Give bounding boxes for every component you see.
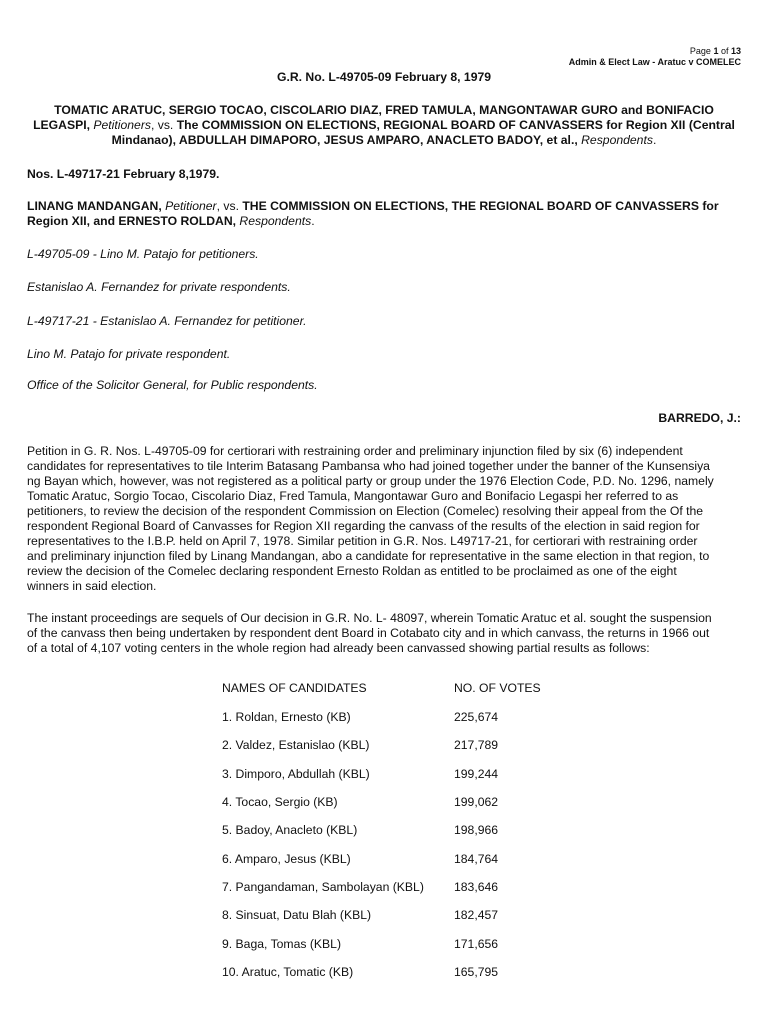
paragraph-line: of the canvass then being undertaken by respondent dent Board in Cotabato city and in which canvass, the returns in 1966 out xyxy=(27,626,710,640)
paragraph-line: representatives to the I.B.P. held on April 7, 1978. Similar petition in G.R. Nos. L49717-21, for certiorari with restraining order xyxy=(27,534,698,548)
vote-count: 199,244 xyxy=(454,767,499,781)
paragraph-line: ng Bayan which, however, was not registered as a political party or group under the 1976 Election Code, P.D. No. 1296, namely xyxy=(27,474,714,488)
vote-count: 198,966 xyxy=(454,823,499,837)
body-paragraph xyxy=(27,444,741,594)
case2-parties xyxy=(27,199,741,229)
counsel-line: L-49717-21 - Estanislao A. Fernandez for petitioner. xyxy=(27,314,307,328)
case-title: G.R. No. L-49705-09 February 8, 1979 xyxy=(276,70,492,84)
case1-parties xyxy=(27,103,741,148)
page-number-current: 1 xyxy=(713,46,719,56)
counsel-line: Lino M. Patajo for private respondent. xyxy=(27,347,231,361)
counsel-line: L-49705-09 - Lino M. Patajo for petitioners. xyxy=(27,247,259,261)
paragraph-line: review the decision of the Comelec declaring respondent Ernesto Roldan as entitled to be proclaimed as one of the eight xyxy=(27,564,677,578)
case1-respondents-role: Respondents xyxy=(577,133,653,147)
case2-period: . xyxy=(311,214,315,228)
case2-respondents-role: Respondents xyxy=(236,214,312,228)
page-number-total: 13 xyxy=(730,46,741,56)
case2-title: Nos. L-49717-21 February 8,1979. xyxy=(27,167,220,181)
column-header-votes: NO. OF VOTES xyxy=(454,681,541,695)
vote-count: 165,795 xyxy=(454,965,499,979)
vote-count: 171,656 xyxy=(454,937,499,951)
paragraph-line: respondent Regional Board of Canvasses for Region XII regarding the canvass of the results of the election in said region for xyxy=(27,519,700,533)
vote-count: 183,646 xyxy=(454,880,499,894)
paragraph-line: winners in said election. xyxy=(27,579,157,593)
paragraph-line: candidates for representatives to tile Interim Batasang Pambansa who had joined together under the banner of the Kunsensiya xyxy=(27,459,710,473)
counsel-line: Estanislao A. Fernandez for private respondents. xyxy=(27,280,291,294)
vote-count: 184,764 xyxy=(454,852,499,866)
page-number xyxy=(569,46,741,57)
case1-petitioners: TOMATIC ARATUC, SERGIO TOCAO, CISCOLARIO DIAZ, FRED TAMULA, MANGONTAWAR GURO and BONIFACIO LEGASPI, xyxy=(33,103,714,132)
document-subtitle: Admin & Elect Law - Aratuc v COMELEC xyxy=(568,57,741,67)
paragraph-line: petitioners, to review the decision of the respondent Commission on Election (Comelec) resolving their appeal from the Of the xyxy=(27,504,704,518)
case1-respondents: The COMMISSION ON ELECTIONS, REGIONAL BOARD OF CANVASSERS for Region XII (Central Mindanao), ABDULLAH DIMAPORO, JESUS AMPARO, ANACLETO BADOY, et al., xyxy=(111,118,735,147)
ponente: BARREDO, J.: xyxy=(658,411,741,425)
candidate-name: 3. Dimporo, Abdullah (KBL) xyxy=(222,767,370,781)
paragraph-line: and preliminary injunction filed by Linang Mandangan, abo a candidate for representative in the same election in that region, to xyxy=(27,549,710,563)
vote-count: 225,674 xyxy=(454,710,499,724)
candidate-name: 5. Badoy, Anacleto (KBL) xyxy=(222,823,358,837)
page-header xyxy=(569,46,741,68)
candidate-name: 7. Pangandaman, Sambolayan (KBL) xyxy=(222,880,424,894)
case1-versus: , vs. xyxy=(150,118,177,132)
candidate-name: 4. Tocao, Sergio (KB) xyxy=(222,795,338,809)
vote-count: 182,457 xyxy=(454,908,499,922)
case2-respondents: THE COMMISSION ON ELECTIONS, THE REGIONAL BOARD OF CANVASSERS for Region XII, and ERNESTO ROLDAN, xyxy=(27,199,719,228)
case2-versus: , vs. xyxy=(216,199,243,213)
case2-petitioner: LINANG MANDANGAN, xyxy=(27,199,162,213)
paragraph-line: Petition in G. R. Nos. L-49705-09 for certiorari with restraining order and preliminary injunction filed by six (6) independent xyxy=(27,444,683,458)
case2-petitioner-role: Petitioner xyxy=(161,199,217,213)
candidate-name: 2. Valdez, Estanislao (KBL) xyxy=(222,738,370,752)
candidate-name: 8. Sinsuat, Datu Blah (KBL) xyxy=(222,908,372,922)
candidate-name: 10. Aratuc, Tomatic (KB) xyxy=(222,965,354,979)
candidate-name: 6. Amparo, Jesus (KBL) xyxy=(222,852,351,866)
paragraph-line: The instant proceedings are sequels of Our decision in G.R. No. L- 48097, wherein Tomatic Aratuc et al. sought the suspension xyxy=(27,611,712,625)
page-number-separator: of xyxy=(718,46,731,56)
paragraph-line: Tomatic Aratuc, Sorgio Tocao, Ciscolario Diaz, Fred Tamula, Mangontawar Guro and Bonifacio Legaspi her referred to as xyxy=(27,489,679,503)
counsel-line: Office of the Solicitor General, for Public respondents. xyxy=(27,378,318,392)
vote-count: 217,789 xyxy=(454,738,499,752)
case1-petitioners-role: Petitioners xyxy=(90,118,151,132)
column-header-candidates: NAMES OF CANDIDATES xyxy=(222,681,367,695)
vote-count: 199,062 xyxy=(454,795,499,809)
body-paragraph xyxy=(27,611,741,656)
page-number-prefix: Page xyxy=(689,46,714,56)
paragraph-line: of a total of 4,107 voting centers in the whole region had already been canvassed showing partial results as follows: xyxy=(27,641,650,655)
candidate-name: 1. Roldan, Ernesto (KB) xyxy=(222,710,351,724)
candidate-name: 9. Baga, Tomas (KBL) xyxy=(222,937,341,951)
case1-period: . xyxy=(652,133,657,147)
